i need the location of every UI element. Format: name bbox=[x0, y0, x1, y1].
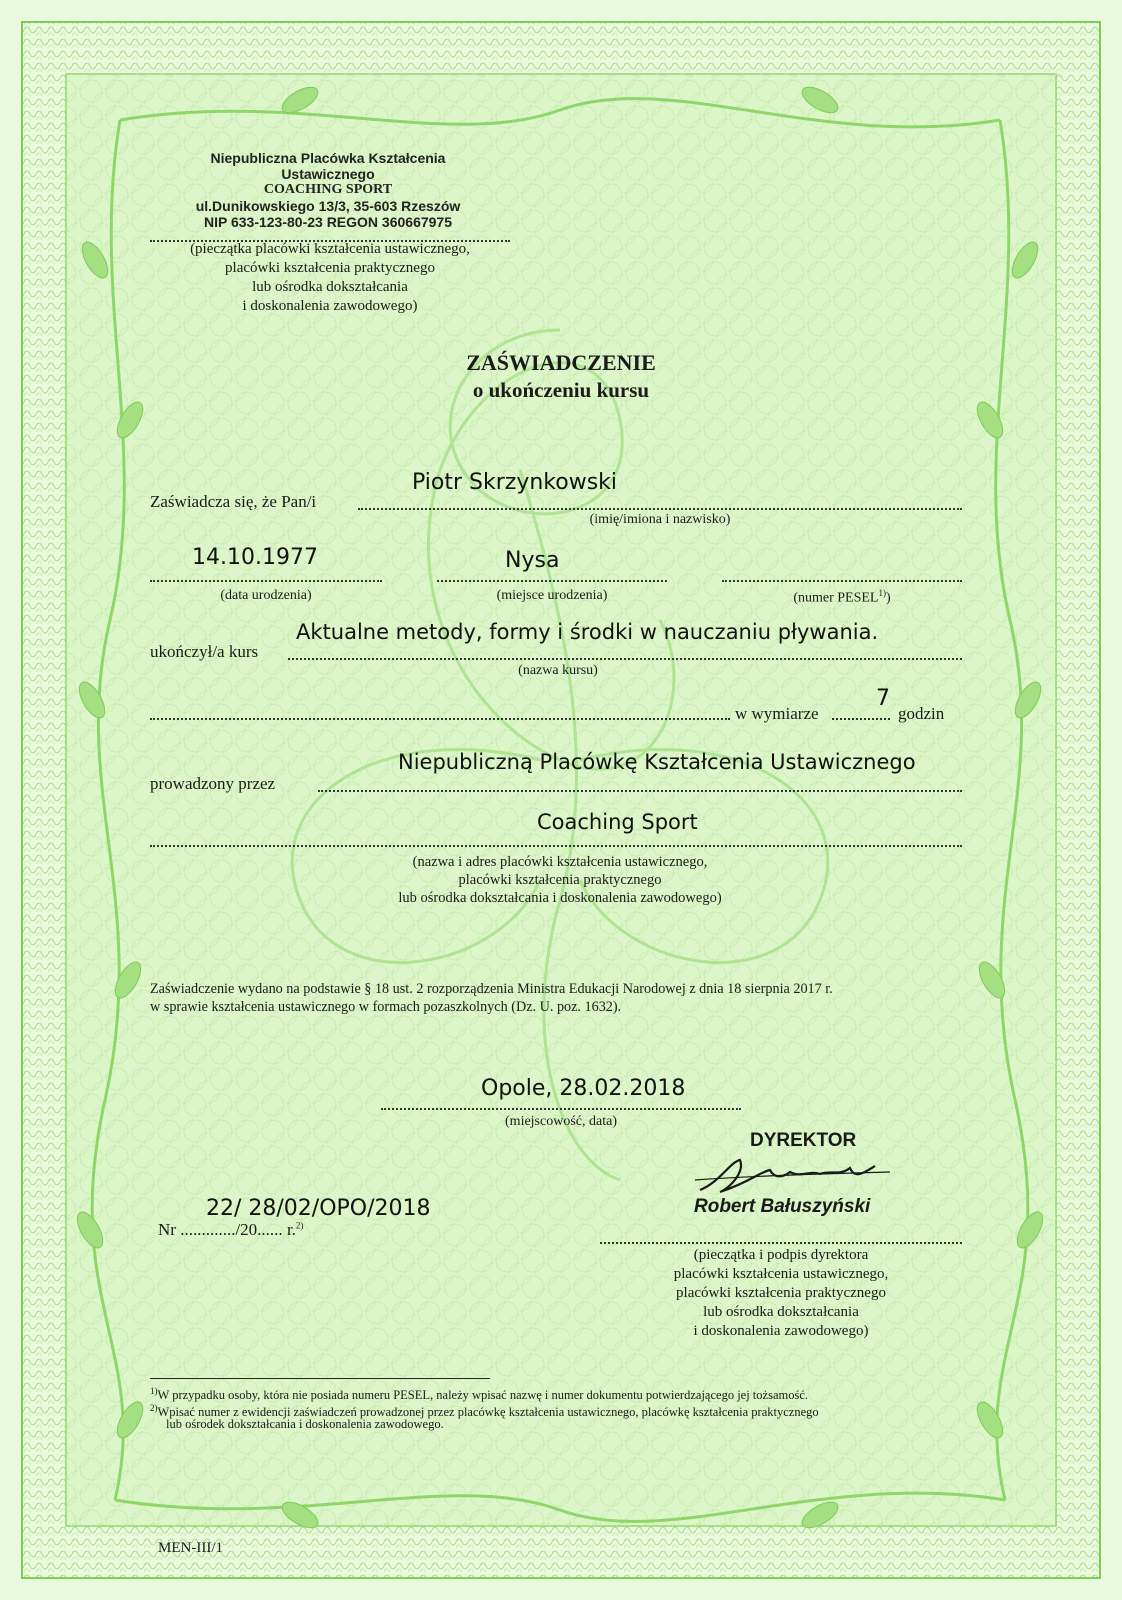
provider-caption bbox=[300, 853, 820, 907]
pesel-caption bbox=[722, 588, 962, 607]
legal-basis-line-1: Zaświadczenie wydano na podstawie § 18 ust. 2 rozporządzenia Ministra Edukacji Narodowej z dnia 18 sierpnia 2017 r. bbox=[150, 981, 833, 997]
director-caption-line-1: (pieczątka i podpis dyrektora bbox=[693, 1247, 869, 1263]
birth-place-value: Nysa bbox=[505, 548, 560, 573]
footnote-2-mark: 2) bbox=[150, 1403, 158, 1413]
footnote-2-continued: lub ośrodek dokształcania i doskonalenia zawodowego. bbox=[166, 1417, 444, 1431]
provider-label: prowadzony przez bbox=[150, 774, 276, 793]
stamp-caption-line-2: placówki kształcenia praktycznego bbox=[225, 260, 435, 276]
birth-date-value: 14.10.1977 bbox=[192, 545, 318, 570]
provider-dotted-line bbox=[318, 790, 962, 792]
institution-stamp bbox=[178, 150, 478, 230]
stamp-caption-line-1: (pieczątka placówki kształcenia ustawicznego, bbox=[190, 241, 470, 257]
place-date-value: Opole, 28.02.2018 bbox=[481, 1076, 686, 1101]
number-prefix: Nr bbox=[158, 1220, 176, 1239]
form-code: MEN-III/1 bbox=[158, 1540, 223, 1556]
hours-dotted-line bbox=[832, 718, 890, 720]
stamp-line-5: NIP 633-123-80-23 REGON 360667975 bbox=[203, 214, 452, 230]
director-name: Robert Bałuszyński bbox=[694, 1196, 871, 1217]
provider-name-value-2: Coaching Sport bbox=[537, 810, 698, 834]
place-date-caption: (miejscowość, data) bbox=[505, 1114, 617, 1129]
provider-name-value: Niepubliczną Placówkę Kształcenia Ustawicznego bbox=[398, 750, 916, 774]
person-name-value: Piotr Skrzynkowski bbox=[412, 470, 618, 495]
place-date-dotted-line bbox=[381, 1108, 741, 1110]
director-dotted-line bbox=[600, 1242, 962, 1244]
director-caption-line-4: lub ośrodka dokształcania bbox=[703, 1304, 859, 1320]
certificate-number-value: 22/ 28/02/OPO/2018 bbox=[206, 1196, 431, 1221]
birth-place-caption: (miejsce urodzenia) bbox=[496, 588, 608, 603]
course-label: ukończył/a kurs bbox=[150, 642, 259, 661]
director-caption bbox=[600, 1246, 962, 1341]
course-caption: (nazwa kursu) bbox=[518, 663, 598, 678]
signature-drawing bbox=[690, 1152, 900, 1198]
birth-date-caption: (data urodzenia) bbox=[220, 588, 312, 603]
stamp-line-1: Niepubliczna Placówka Kształcenia bbox=[210, 150, 446, 166]
stamp-line-2: Ustawicznego bbox=[281, 166, 375, 182]
hours-value: 7 bbox=[876, 686, 890, 711]
pesel-caption-text: (numer PESEL bbox=[793, 590, 879, 606]
provider-caption-line-2: placówki kształcenia praktycznego bbox=[458, 872, 662, 888]
provider-second-dotted-line bbox=[150, 845, 962, 847]
hours-label: w wymiarze bbox=[735, 704, 819, 723]
stamp-caption-line-3: lub ośrodka dokształcania bbox=[252, 279, 408, 295]
director-caption-line-2: placówki kształcenia ustawicznego, bbox=[673, 1266, 889, 1282]
certificate-number-label bbox=[158, 1220, 303, 1240]
provider-caption-line-3: lub ośrodka dokształcania i doskonalenia zawodowego) bbox=[398, 890, 722, 906]
stamp-line-4: ul.Dunikowskiego 13/3, 35-603 Rzeszów bbox=[195, 198, 461, 214]
director-signature bbox=[690, 1152, 900, 1198]
provider-caption-line-1: (nazwa i adres placówki kształcenia ustawicznego, bbox=[412, 854, 708, 870]
pesel-footnote-mark: 1) bbox=[878, 588, 886, 598]
course-dotted-line bbox=[288, 658, 962, 660]
pesel-dotted-line bbox=[722, 580, 962, 582]
course-second-dotted-line bbox=[150, 718, 730, 720]
person-dotted-line bbox=[358, 508, 962, 510]
stamp-caption bbox=[150, 240, 510, 316]
person-label: Zaświadcza się, że Pan/i bbox=[150, 492, 317, 511]
legal-basis-line-2: w sprawie kształcenia ustawicznego w formach pozaszkolnych (Dz. U. poz. 1632). bbox=[150, 999, 622, 1015]
birth-date-dotted-line bbox=[150, 580, 382, 582]
stamp-line-3: COACHING SPORT bbox=[263, 182, 393, 197]
director-caption-line-3: placówki kształcenia praktycznego bbox=[676, 1285, 886, 1301]
hours-unit: godzin bbox=[898, 704, 945, 723]
footnote-2-text-a: Wpisać numer z ewidencji zaświadczeń prowadzonej przez placówkę kształcenia ustawicznego, placówkę kształcenia praktycznego bbox=[157, 1405, 819, 1420]
footnote-separator bbox=[150, 1378, 490, 1379]
number-dots: ............./20...... bbox=[180, 1220, 283, 1239]
course-name-value: Aktualne metody, formy i środki w nauczaniu pływania. bbox=[296, 620, 879, 644]
legal-basis bbox=[150, 980, 970, 1016]
number-footnote-mark: 2) bbox=[295, 1220, 304, 1231]
person-caption: (imię/imiona i nazwisko) bbox=[589, 512, 731, 527]
footnote-1-mark: 1) bbox=[150, 1386, 158, 1396]
director-caption-line-5: i doskonalenia zawodowego) bbox=[693, 1323, 869, 1339]
number-suffix: r. bbox=[286, 1220, 296, 1239]
document-subtitle: o ukończeniu kursu bbox=[472, 378, 650, 402]
director-title: DYREKTOR bbox=[750, 1130, 857, 1151]
pesel-caption-close: ) bbox=[885, 590, 891, 606]
document-title: ZAŚWIADCZENIE bbox=[466, 350, 656, 375]
stamp-caption-line-4: i doskonalenia zawodowego) bbox=[242, 298, 418, 314]
footnote-1-text: W przypadku osoby, która nie posiada numeru PESEL, należy wpisać nazwę i numer dokumentu potwierdzającego jej tożsamość. bbox=[157, 1388, 809, 1403]
birth-place-dotted-line bbox=[437, 580, 667, 582]
